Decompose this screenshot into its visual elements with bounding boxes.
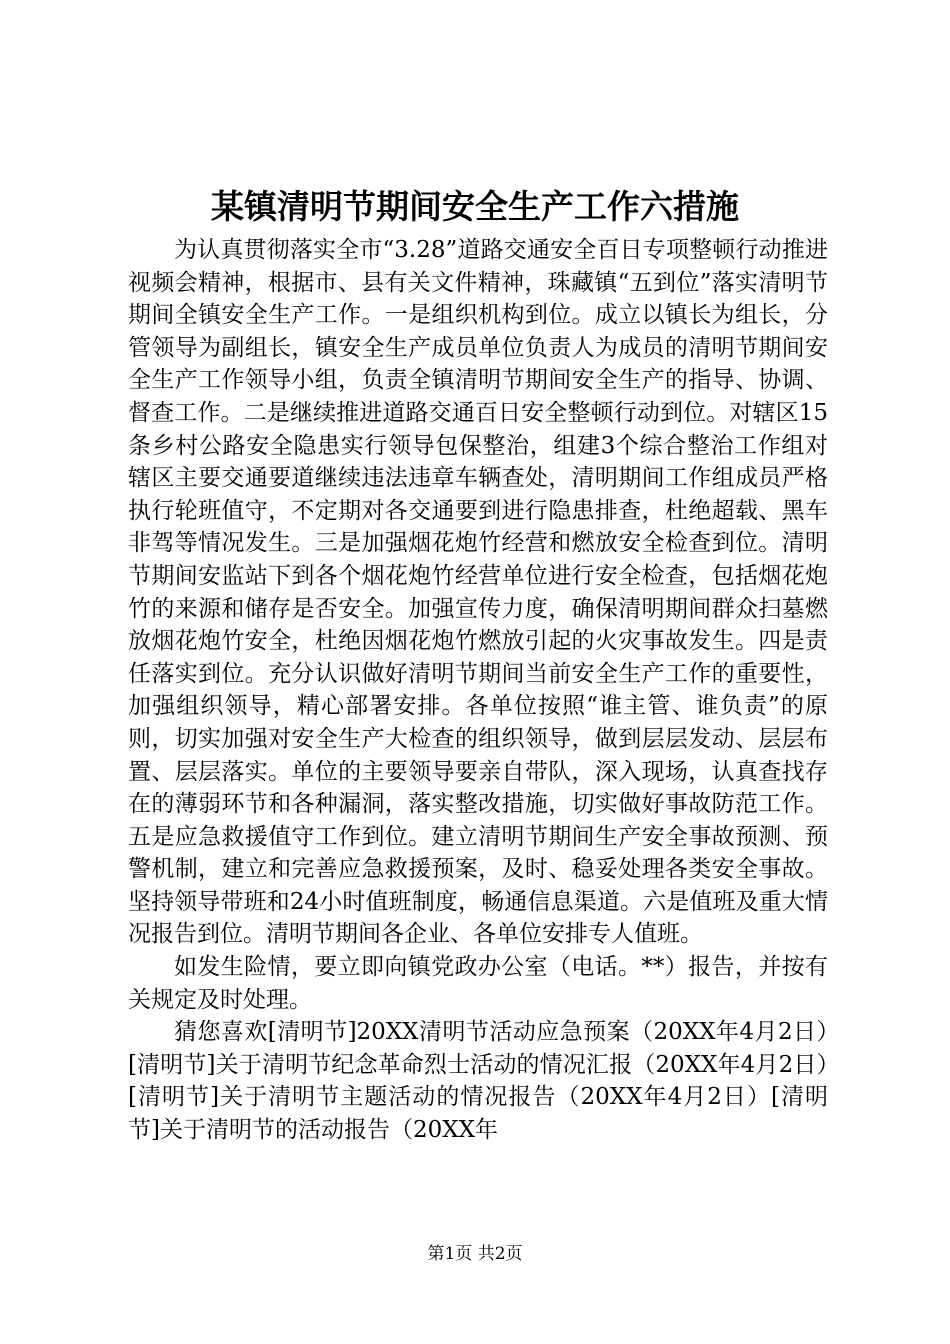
paragraph-main: 为认真贯彻落实全市“3.28”道路交通安全百日专项整顿行动推进视频会精神，根据市、县有关文件精神，珠藏镇“五到位”落实清明节期间全镇安全生产工作。一是组织机构到位。成立以镇长为组长，分管领导为副组长，镇安全生产成员单位负责人为成员的清明节期间安全生产工作领导小组，负责全镇清明节期间安全生产的指导、协调、督查工作。二是继续推进道路交通百日安全整顿行动到位。对辖区15条乡村公路安全隐患实行领导包保整治，组建3个综合整治工作组对辖区主要交通要道继续违法违章车辆查处，清明期间工作组成员严格执行轮班值守，不定期对各交通要到进行隐患排查，杜绝超载、黑车非驾等情况发生。三是加强烟花炮竹经营和燃放安全检查到位。清明节期间安监站下到各个烟花炮竹经营单位进行安全检查，包括烟花炮竹的来源和储存是否安全。加强宣传力度，确保清明期间群众扫墓燃放烟花炮竹安全，杜绝因烟花炮竹燃放引起的火灾事故发生。四是责任落实到位。充分认识做好清明节期间当前安全生产工作的重要性，加强组织领导，精心部署安排。各单位按照“谁主管、谁负责”的原则，切实加强对安全生产大检查的组织领导，做到层层发动、层层布置、层层落实。单位的主要领导要亲自带队，深入现场，认真查找存在的薄弱环节和各种漏洞，落实整改措施，切实做好事故防范工作。五是应急救援值守工作到位。建立清明节期间生产安全事故预测、预警机制，建立和完善应急救援预案，及时、稳妥处理各类安全事故。坚持领导带班和24小时值班制度，畅通信息渠道。六是值班及重大情况报告到位。清明节期间各企业、各单位安排专人值班。 (128, 237, 828, 948)
paragraph-related: 猜您喜欢[清明节]20XX清明节活动应急预案（20XX年4月2日）[清明节]关于清明节纪念革命烈士活动的情况汇报（20XX年4月2日）[清明节]关于清明节主题活动的情况报告（20XX年4月2日）[清明节]关于清明节的活动报告（20XX年 (128, 1019, 828, 1144)
page-footer: 第1页 共2页 (427, 1244, 523, 1264)
paragraph-report: 如发生险情，要立即向镇党政办公室（电话。**）报告，并按有关规定及时处理。 (128, 954, 828, 1013)
document-title: 某镇清明节期间安全生产工作六措施 (211, 187, 739, 226)
document-body (128, 234, 828, 1147)
